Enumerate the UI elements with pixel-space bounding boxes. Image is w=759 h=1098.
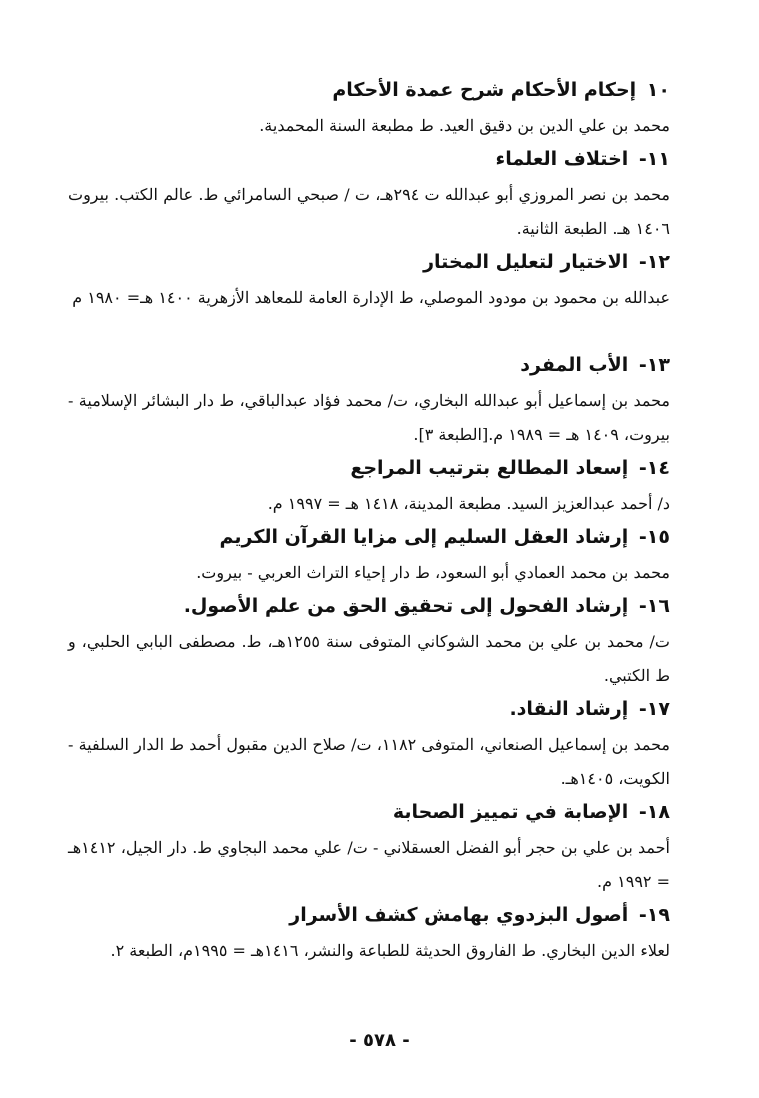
- entry-number: ١٦-: [638, 595, 670, 617]
- entry-title: [68, 246, 670, 281]
- entry-number: ١٨-: [638, 801, 670, 823]
- entry-details: لعلاء الدين البخاري. ط الفاروق الحديثة للطباعة والنشر، ١٤١٦هـ = ١٩٩٥م، الطبعة ٢.: [110, 941, 670, 960]
- bibliography-entry: [68, 143, 670, 246]
- bibliography-entry: [68, 246, 670, 349]
- entry-details: محمد بن إسماعيل الصنعاني، المتوفى ١١٨٢، ت/ صلاح الدين مقبول أحمد ط الدار السلفية - الكويت، ١٤٠٥هـ.: [68, 735, 670, 788]
- bibliography-entry: [68, 693, 670, 796]
- entry-number: ١٤-: [638, 457, 670, 479]
- entry-title: [68, 796, 670, 831]
- entry-details: د/ أحمد عبدالعزيز السيد. مطبعة المدينة، ١٤١٨ هـ = ١٩٩٧ م.: [267, 494, 670, 513]
- page-number: - ٥٧٨ -: [349, 1030, 410, 1051]
- entry-title-text: إرشاد العقل السليم إلى مزايا القرآن الكريم: [219, 526, 629, 548]
- entry-title-text: أصول البزدوي بهامش كشف الأسرار: [289, 904, 629, 926]
- entry-number: ١٩-: [638, 904, 670, 926]
- entry-title-text: إرشاد الفحول إلى تحقيق الحق من علم الأصول.: [183, 595, 629, 617]
- entry-title-text: الإصابة في تمييز الصحابة: [392, 801, 629, 823]
- bibliography-entry: [68, 590, 670, 693]
- entry-details: محمد بن محمد العمادي أبو السعود، ط دار إحياء التراث العربي - بيروت.: [196, 563, 670, 582]
- entry-title-text: إحكام الأحكام شرح عمدة الأحكام: [332, 79, 637, 101]
- entry-number: ١٢-: [638, 251, 670, 273]
- entry-title-text: الأب المفرد: [520, 354, 629, 376]
- entry-title-text: إسعاد المطالع بترتيب المراجع: [350, 457, 629, 479]
- bibliography-entry: [68, 349, 670, 452]
- entry-title: [68, 349, 670, 384]
- bibliography-entry: [68, 899, 670, 968]
- entry-details: أحمد بن علي بن حجر أبو الفضل العسقلاني - ت/ علي محمد البجاوي ط. دار الجيل، ١٤١٢هـ = ١٩٩٢ م.: [68, 838, 670, 891]
- entry-number: ١٥-: [638, 526, 670, 548]
- entry-title-text: إرشاد النقاد.: [509, 698, 629, 720]
- entry-title-text: اختلاف العلماء: [495, 148, 629, 170]
- entry-title-text: الاختيار لتعليل المختار: [423, 251, 629, 273]
- entry-number: ١٣-: [638, 354, 670, 376]
- entry-details: محمد بن إسماعيل أبو عبدالله البخاري، ت/ محمد فؤاد عبدالباقي، ط دار البشائر الإسلامية - بيروت، ١٤٠٩ هـ = ١٩٨٩ م.[الطبعة ٣].: [68, 391, 670, 444]
- bibliography-list: [68, 74, 670, 968]
- entry-title: [68, 452, 670, 487]
- entry-number: ١١-: [638, 148, 670, 170]
- entry-title: [68, 521, 670, 556]
- entry-title: [68, 143, 670, 178]
- entry-details: ت/ محمد بن علي بن محمد الشوكاني المتوفى سنة ١٢٥٥هـ، ط. مصطفى البابي الحلبي، و ط الكتبي.: [68, 632, 670, 685]
- entry-title: [68, 74, 670, 109]
- entry-number: ١٧-: [638, 698, 670, 720]
- entry-title: [68, 693, 670, 728]
- bibliography-entry: [68, 74, 670, 143]
- bibliography-entry: [68, 796, 670, 899]
- entry-details: عبدالله بن محمود بن مودود الموصلي، ط الإدارة العامة للمعاهد الأزهرية ١٤٠٠ هـ= ١٩٨٠ م: [72, 288, 670, 307]
- bibliography-entry: [68, 452, 670, 521]
- entry-details: محمد بن نصر المروزي أبو عبدالله ت ٢٩٤هـ، ت / صبحي السامرائي ط. عالم الكتب. بيروت ١٤٠٦ هـ. الطبعة الثانية.: [68, 185, 670, 238]
- bibliography-entry: [68, 521, 670, 590]
- entry-number: ١٠: [646, 79, 670, 101]
- entry-title: [68, 899, 670, 934]
- entry-title: [68, 590, 670, 625]
- entry-details: محمد بن علي الدين بن دقيق العيد. ط مطبعة السنة المحمدية.: [259, 116, 670, 135]
